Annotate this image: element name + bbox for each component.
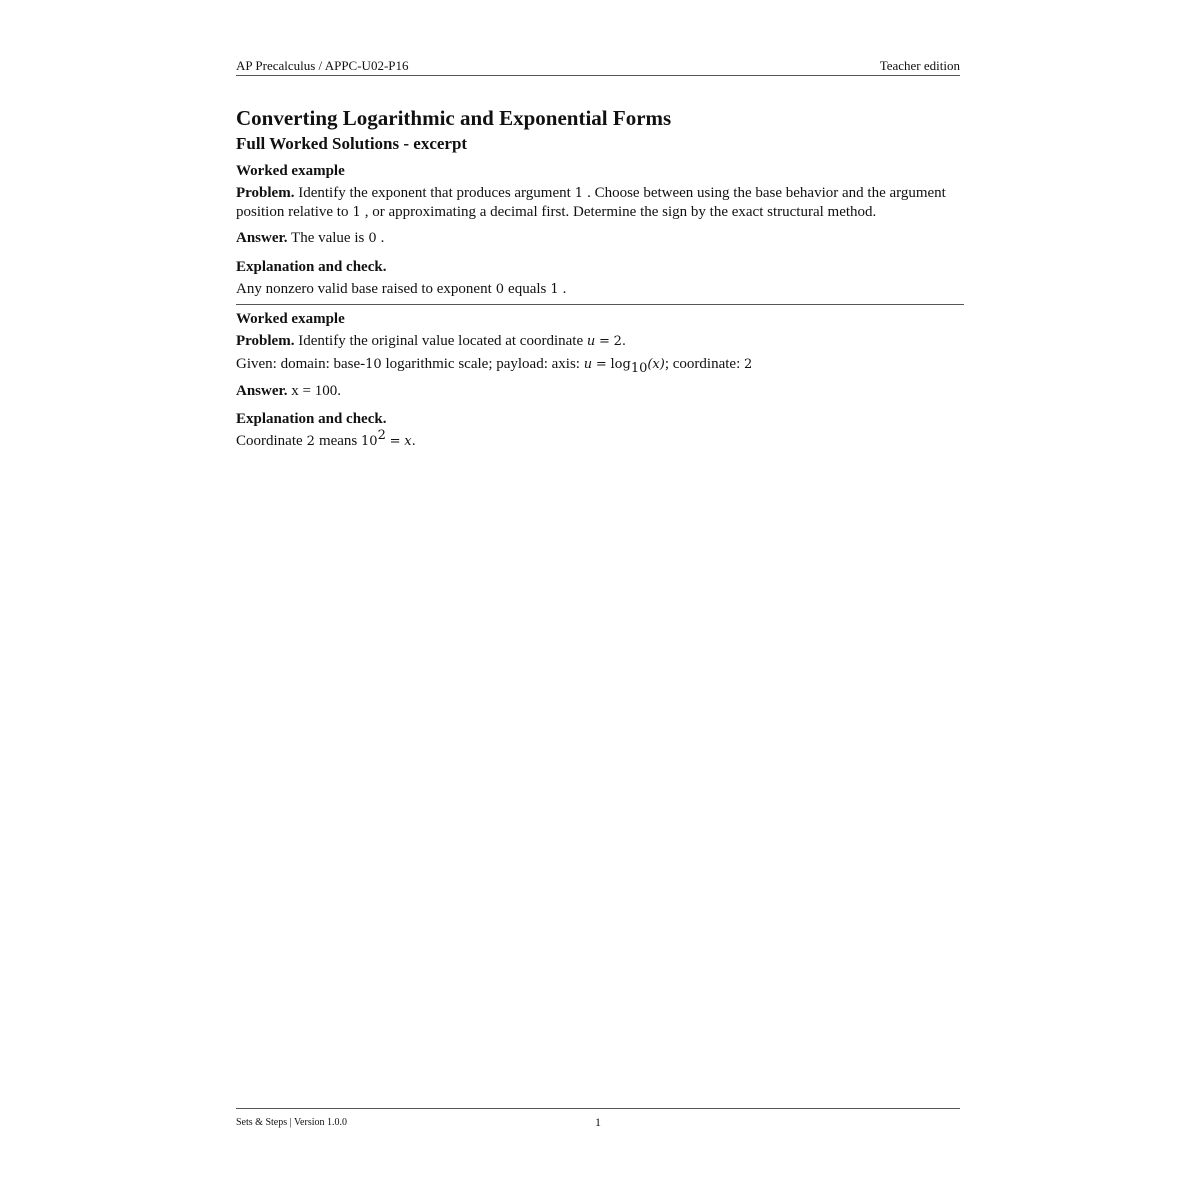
explanation-heading: Explanation and check. [236,411,387,427]
page-title: Converting Logarithmic and Exponential Forms [236,106,672,130]
answer-line [236,382,960,400]
problem-text: . Choose between using the base behavior and the argument position relative to [236,185,946,220]
answer-label: Answer. [236,230,288,246]
math-equals: = [598,334,610,349]
math-answer-value: 0 [368,231,377,246]
page-subtitle: Full Worked Solutions - excerpt [236,134,468,153]
problem-statement [236,332,960,351]
problem-text: Identify the exponent that produces argument [298,185,571,201]
math-coordinate: 2 [743,357,753,372]
math-reference: 1 [352,205,361,220]
given-text: logarithmic scale; payload: axis: [385,356,580,372]
math-exponent: 0 [495,282,505,297]
math-period: . [411,434,416,449]
running-header [236,58,960,76]
math-equals: = [595,357,607,372]
worked-example-1 [236,162,960,306]
math-variable: x [404,434,412,449]
problem-label: Problem. [236,333,295,349]
math-base: 10 [365,357,382,372]
explanation-text [236,280,960,299]
running-footer [236,1108,960,1129]
problem-text: Identify the original value located at coordinate [298,333,584,349]
explanation-heading: Explanation and check. [236,259,387,275]
math-equals: = [389,434,401,449]
header-course-code: AP Precalculus / APPC-U02-P16 [236,58,409,73]
explanation-fragment: Any nonzero valid base raised to exponent [236,281,492,297]
math-base: 10 [361,434,378,449]
problem-label: Problem. [236,185,295,201]
math-variable: u [583,357,593,372]
page-number: 1 [595,1115,601,1129]
document-page [236,0,960,1200]
math-exponent: 2 [377,428,386,443]
explanation-fragment: . [562,281,567,297]
explanation-fragment: equals [508,281,547,297]
math-log: log [610,357,631,372]
section-divider [236,304,964,305]
math-value: 1 [550,282,559,297]
math-argument: (x) [647,357,665,372]
math-coordinate: 2 [613,334,622,349]
explanation-text [236,428,960,451]
given-text: Given: domain: base- [236,356,366,372]
math-period: . [621,334,627,349]
math-log-base: 10 [630,361,648,376]
given-text: ; coordinate: [664,356,741,372]
math-coordinate: 2 [306,434,315,449]
problem-text: , or approximating a decimal first. Determine the sign by the exact structural method. [364,204,877,220]
explanation-fragment: means [318,433,358,449]
answer-line [236,229,960,248]
header-edition: Teacher edition [879,58,960,73]
math-argument: 1 [574,186,584,201]
worked-example-heading: Worked example [236,163,345,179]
given-line [236,355,960,374]
answer-text: . [380,230,385,246]
footer-version: Sets & Steps | Version 1.0.0 [236,1117,347,1128]
answer-text: x = 100. [291,383,342,399]
math-variable: u [586,334,596,349]
worked-example-heading: Worked example [236,311,345,327]
worked-example-2 [236,310,960,458]
answer-text: The value is [291,230,365,246]
problem-statement [236,184,960,222]
answer-label: Answer. [236,383,288,399]
explanation-fragment: Coordinate [236,433,303,449]
